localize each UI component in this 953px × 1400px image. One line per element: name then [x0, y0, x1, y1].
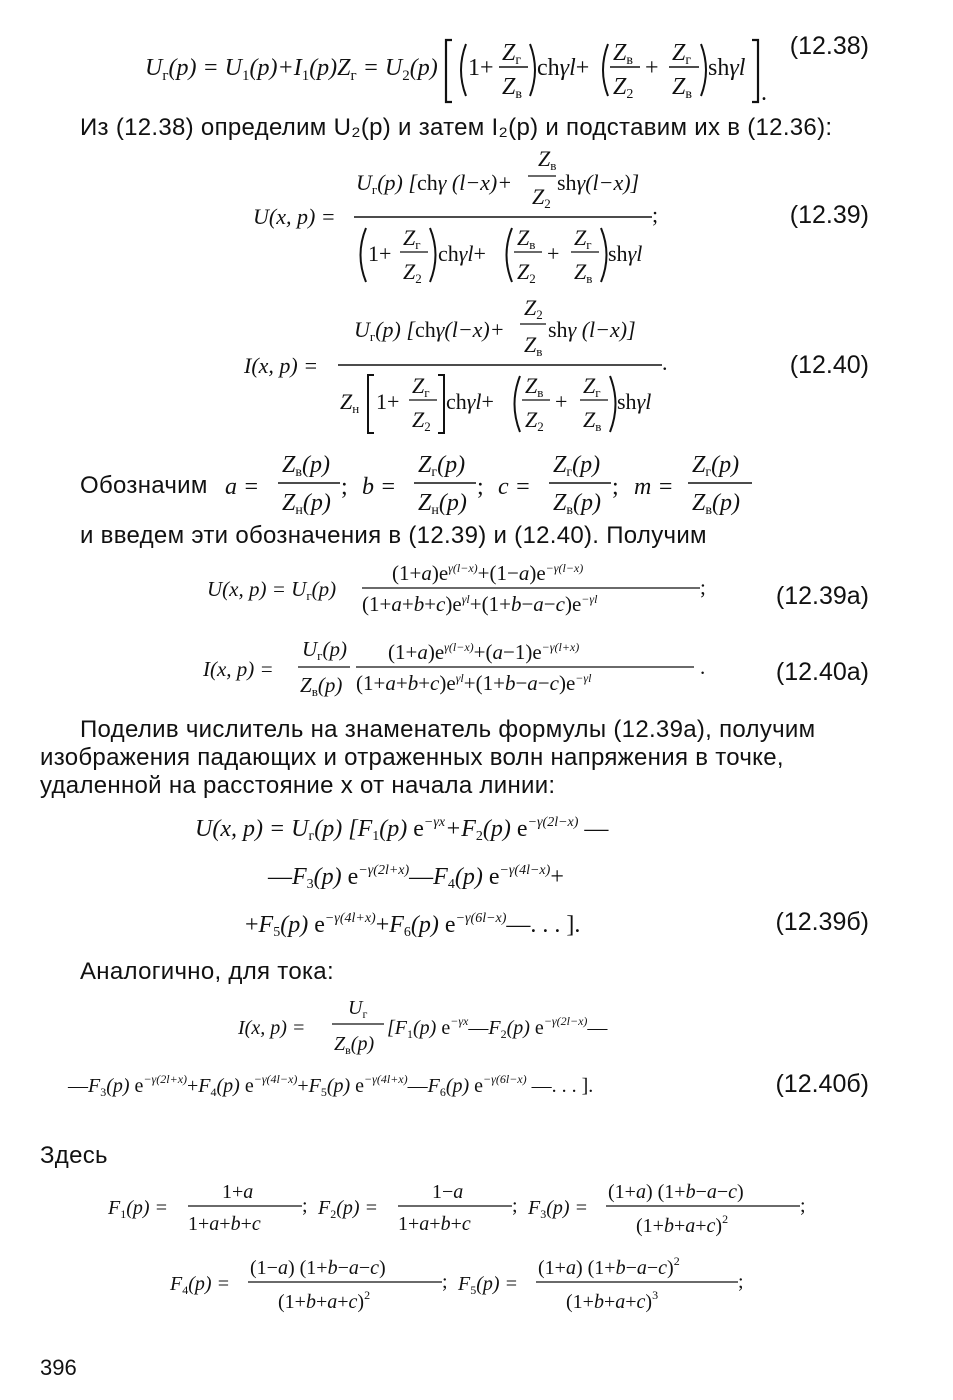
svg-text:Zв: Zв — [502, 74, 522, 102]
svg-text:;: ; — [652, 202, 659, 227]
svg-text:(1+a) (1+b−a−c): (1+a) (1+b−a−c) — [608, 1181, 744, 1203]
svg-text:Zн: Zн — [340, 389, 360, 416]
svg-text:Zв: Zв — [538, 148, 557, 173]
svg-text:(1−a) (1+b−a−c): (1−a) (1+b−a−c) — [250, 1257, 386, 1279]
svg-text:1+a+b+c: 1+a+b+c — [188, 1213, 261, 1235]
svg-text:Z2: Z2 — [412, 407, 431, 434]
svg-text:.: . — [700, 655, 706, 679]
svg-text:Zв(p): Zв(p) — [300, 673, 343, 699]
equation-number: (12.40б) — [775, 1070, 869, 1098]
svg-text:Zг: Zг — [672, 40, 692, 68]
svg-text:shγl: shγl — [608, 241, 643, 266]
svg-text:(1+b+a+c)2: $(1+b+a+c)^2$ — [636, 1212, 729, 1237]
svg-text:m =: m = — [634, 474, 674, 500]
svg-text:1−a: 1−a — [432, 1181, 464, 1203]
svg-text:Z2: Z2 — [613, 74, 634, 102]
svg-text:I(x, p) =: I(x, p) = — [203, 657, 274, 681]
svg-text:Z2: Z2 — [525, 407, 544, 434]
svg-text:+: + — [555, 389, 568, 414]
svg-text:(1+a+b+c)eγl+(1+b−a−c)e−γl: $(1+a+b+c)e^{\gamma l}+(1+b-a-c)e^{-\gamma l}$ — [362, 592, 598, 616]
svg-text:+F5(p) e−γ(4l+x)+F6(p) e−γ(6l−: +F5(p) $e^{-\gamma(4l+x)}+F6(p)$ $e^{-\gamma(6l-x)}—$. . . ]. — [245, 911, 581, 940]
equation-12-38 — [0, 30, 953, 108]
paragraph-text: Аналогично, для тока: — [80, 958, 334, 985]
svg-text:Zн(p): Zн(p) — [418, 490, 467, 518]
svg-text:Uг(p): Uг(p) — [302, 637, 348, 663]
svg-text:I(x, p) =: I(x, p) = — [238, 1017, 306, 1039]
svg-text:Uг(p) [chγ (l−x)+: Uг(p) [chγ (l−x)+ — [356, 170, 513, 197]
svg-text:chγl+: chγl+ — [438, 241, 486, 266]
svg-text:Zг: Zг — [403, 225, 421, 252]
notation-definitions — [0, 448, 953, 526]
svg-text:Zг: Zг — [412, 373, 430, 400]
svg-text:;: ; — [612, 474, 619, 500]
svg-text:Z2: Z2 — [403, 259, 422, 286]
svg-text:—F3(p) e−γ(2l+x)—F4(p) e−γ(4l−: —F3(p) $e^{-\gamma(2l+x)}—F4(p)$ $e^{-\gamma(4l-x)}+$ — [268, 863, 564, 892]
svg-text:;: ; — [512, 1195, 518, 1217]
svg-text:Z2: Z2 — [524, 295, 543, 322]
svg-text:Z2: Z2 — [532, 184, 551, 211]
svg-text:shγ(l−x)]: shγ(l−x)] — [557, 170, 640, 195]
svg-text:;: ; — [442, 1271, 448, 1293]
paragraph-text: Обозначим — [80, 472, 208, 499]
equation-number: (12.39б) — [775, 908, 869, 936]
svg-text:;: ; — [700, 575, 706, 599]
svg-text:Zв(p): Zв(p) — [692, 490, 740, 518]
svg-text:shγ (l−x)]: shγ (l−x)] — [548, 317, 636, 342]
svg-text:;: ; — [800, 1195, 806, 1217]
svg-text:Zв: Zв — [524, 332, 543, 359]
svg-text:Zг(p): Zг(p) — [418, 452, 466, 480]
paragraph-text: Поделив числитель на знаменатель формулы (12.39а), получим — [80, 716, 816, 743]
svg-text:Zг: Zг — [574, 225, 592, 252]
equation-12-40b — [0, 992, 953, 1112]
svg-text:Zв: Zв — [517, 225, 536, 252]
svg-text:Zг: Zг — [502, 40, 522, 68]
svg-text:U(x, p) = Uг(p) [F1(p) e−γx+F2: U(x, p) = Uг(p) [F1(p) $e^{-\gamma x}+F2(p)$ $e^{-\gamma(2l-x)}$ — — [195, 815, 609, 844]
svg-text:U(x, p) =: U(x, p) = — [253, 204, 336, 229]
svg-text:shγl: shγl — [708, 55, 746, 81]
svg-text:Zн(p): Zн(p) — [282, 490, 331, 518]
svg-text:(1+a)eγ(l−x)+(1−a)e−γ(l−x): $(1+a)e^{\gamma(l-x)}+(1-a)e^{-\gamma(l-x)}$ — [392, 561, 584, 585]
svg-text:chγl+: chγl+ — [446, 389, 494, 414]
svg-text:Zв: Zв — [525, 373, 544, 400]
svg-text:Zв: Zв — [583, 407, 602, 434]
svg-text:Zв: Zв — [574, 259, 593, 286]
svg-text:Zг(p): Zг(p) — [692, 452, 740, 480]
formula-f1-f3 — [0, 1176, 953, 1242]
svg-text:Uг(p) = U1(p)+I1(p)Zг = U2(p): $U_г(p) = U_1(p)+I_1(p)Z_г = U_2(p)$ — [145, 55, 438, 84]
svg-text:(1+a)eγ(l−x)+(a−1)e−γ(l+x): $(1+a)e^{\gamma(l-x)}+(a-1)e^{-\gamma(l+x)}$ — [388, 640, 580, 664]
svg-text:shγl: shγl — [617, 389, 652, 414]
svg-text:F5(p) =: $F_5(p)$ = — [458, 1273, 519, 1297]
formula-f4-f5 — [0, 1252, 953, 1318]
paragraph-text: и введем эти обозначения в (12.39) и (12.40). Получим — [80, 522, 707, 549]
equation-number: (12.39a) — [775, 582, 869, 610]
svg-text:.: . — [761, 80, 767, 106]
equation-12-39b — [0, 808, 953, 948]
svg-text:chγl+: chγl+ — [537, 55, 590, 81]
equation-number: (12.38) — [789, 32, 869, 60]
svg-text:Zв(p): Zв(p) — [282, 452, 330, 480]
equation-number: (12.40) — [789, 351, 869, 379]
equation-number: (12.40a) — [775, 658, 869, 686]
svg-text:Zг: Zг — [583, 373, 601, 400]
svg-text:(1+b+a+c)3: $(1+b+a+c)^3$ — [566, 1288, 659, 1313]
equation-number: (12.39) — [789, 201, 869, 229]
svg-text:F3(p) =: $F_3(p)$ = — [528, 1197, 589, 1221]
svg-text:1+: 1+ — [468, 55, 494, 81]
coefficient-definitions-2 — [0, 1252, 953, 1318]
page-number: 396 — [40, 1355, 77, 1380]
svg-text:;: ; — [302, 1195, 308, 1217]
svg-text:Zг(p): Zг(p) — [553, 452, 601, 480]
svg-text:F1(p) =: $F_1(p)$ = — [108, 1197, 169, 1221]
svg-text:Uг: $U_г$ — [348, 997, 368, 1021]
svg-text:b =: b = — [362, 474, 397, 500]
paragraph-text: Из (12.38) определим U₂(p) и затем I₂(p) и подставим их в (12.36): — [80, 114, 833, 141]
svg-text:Zв(p): $Z_в(p)$ — [334, 1033, 375, 1057]
svg-text:+: + — [645, 55, 659, 81]
svg-text:;: ; — [738, 1271, 744, 1293]
svg-text:I(x, p) =: I(x, p) = — [244, 353, 319, 378]
svg-text:F2(p) =: $F_2(p)$ = — [318, 1197, 379, 1221]
svg-text:Zв(p): Zв(p) — [553, 490, 601, 518]
svg-text:1+: 1+ — [368, 241, 392, 266]
svg-text:1+a: 1+a — [222, 1181, 254, 1203]
coefficient-definitions-1 — [0, 1176, 953, 1242]
svg-text:1+: 1+ — [376, 389, 400, 414]
paragraph-text: изображения падающих и отраженных волн напряжения в точке, — [40, 744, 784, 771]
svg-text:[F1(p) e−γx—F2(p) e−γ(2l−x)—: [$F_1(p)$ $e^{-\gamma x}—F_2(p)$ $e^{-\gamma(2l-x)}—$ — [387, 1014, 608, 1041]
notation-formulas — [0, 448, 953, 526]
svg-text:—F3(p) e−γ(2l+x)+F4(p) e−γ(4l−: $—F_3(p)$ $e^{-\gamma(2l+x)}+F_4(p)$ $e^{-\gamma(4l-x)}+F_5(p)$ $e^{-\gamma(4l+x)}—F_6(p)$ $e^{-\gamma(6l-x)}$ —. . . ]. — [68, 1072, 594, 1099]
paragraph-text: Здесь — [40, 1142, 108, 1169]
svg-text:Zв: Zв — [613, 40, 633, 68]
svg-text:(1+a) (1+b−a−c)2: (1+a) $(1+b-a-c)^2$ — [538, 1254, 680, 1279]
svg-text:;: ; — [477, 474, 484, 500]
svg-text:(1+a+b+c)eγl+(1+b−a−c)e−γl: $(1+a+b+c)e^{\gamma l}+(1+b-a-c)e^{-\gamma l}$ — [356, 671, 592, 695]
svg-text:U(x, p) = Uг(p): U(x, p) = Uг(p) — [207, 577, 337, 603]
paragraph-text: удаленной на расстояние x от начала линии: — [40, 772, 556, 799]
svg-text:Zв: Zв — [672, 74, 692, 102]
svg-text:F4(p) =: $F_4(p)$ = — [170, 1273, 231, 1297]
equation-12-40a — [0, 630, 953, 702]
svg-text:c =: c = — [498, 474, 531, 500]
equation-12-39 — [0, 148, 953, 288]
svg-text:;: ; — [341, 474, 348, 500]
svg-text:a =: a = — [225, 474, 260, 500]
svg-text:Uг(p) [chγ(l−x)+: Uг(p) [chγ(l−x)+ — [354, 317, 505, 344]
svg-text:1+a+b+c: 1+a+b+c — [398, 1213, 471, 1235]
svg-text:(1+b+a+c)2: $(1+b+a+c)^2$ — [278, 1288, 371, 1313]
svg-text:.: . — [662, 350, 668, 375]
svg-text:Z2: Z2 — [517, 259, 536, 286]
equation-12-39a — [0, 556, 953, 618]
equation-12-40 — [0, 295, 953, 440]
svg-text:+: + — [547, 241, 560, 266]
